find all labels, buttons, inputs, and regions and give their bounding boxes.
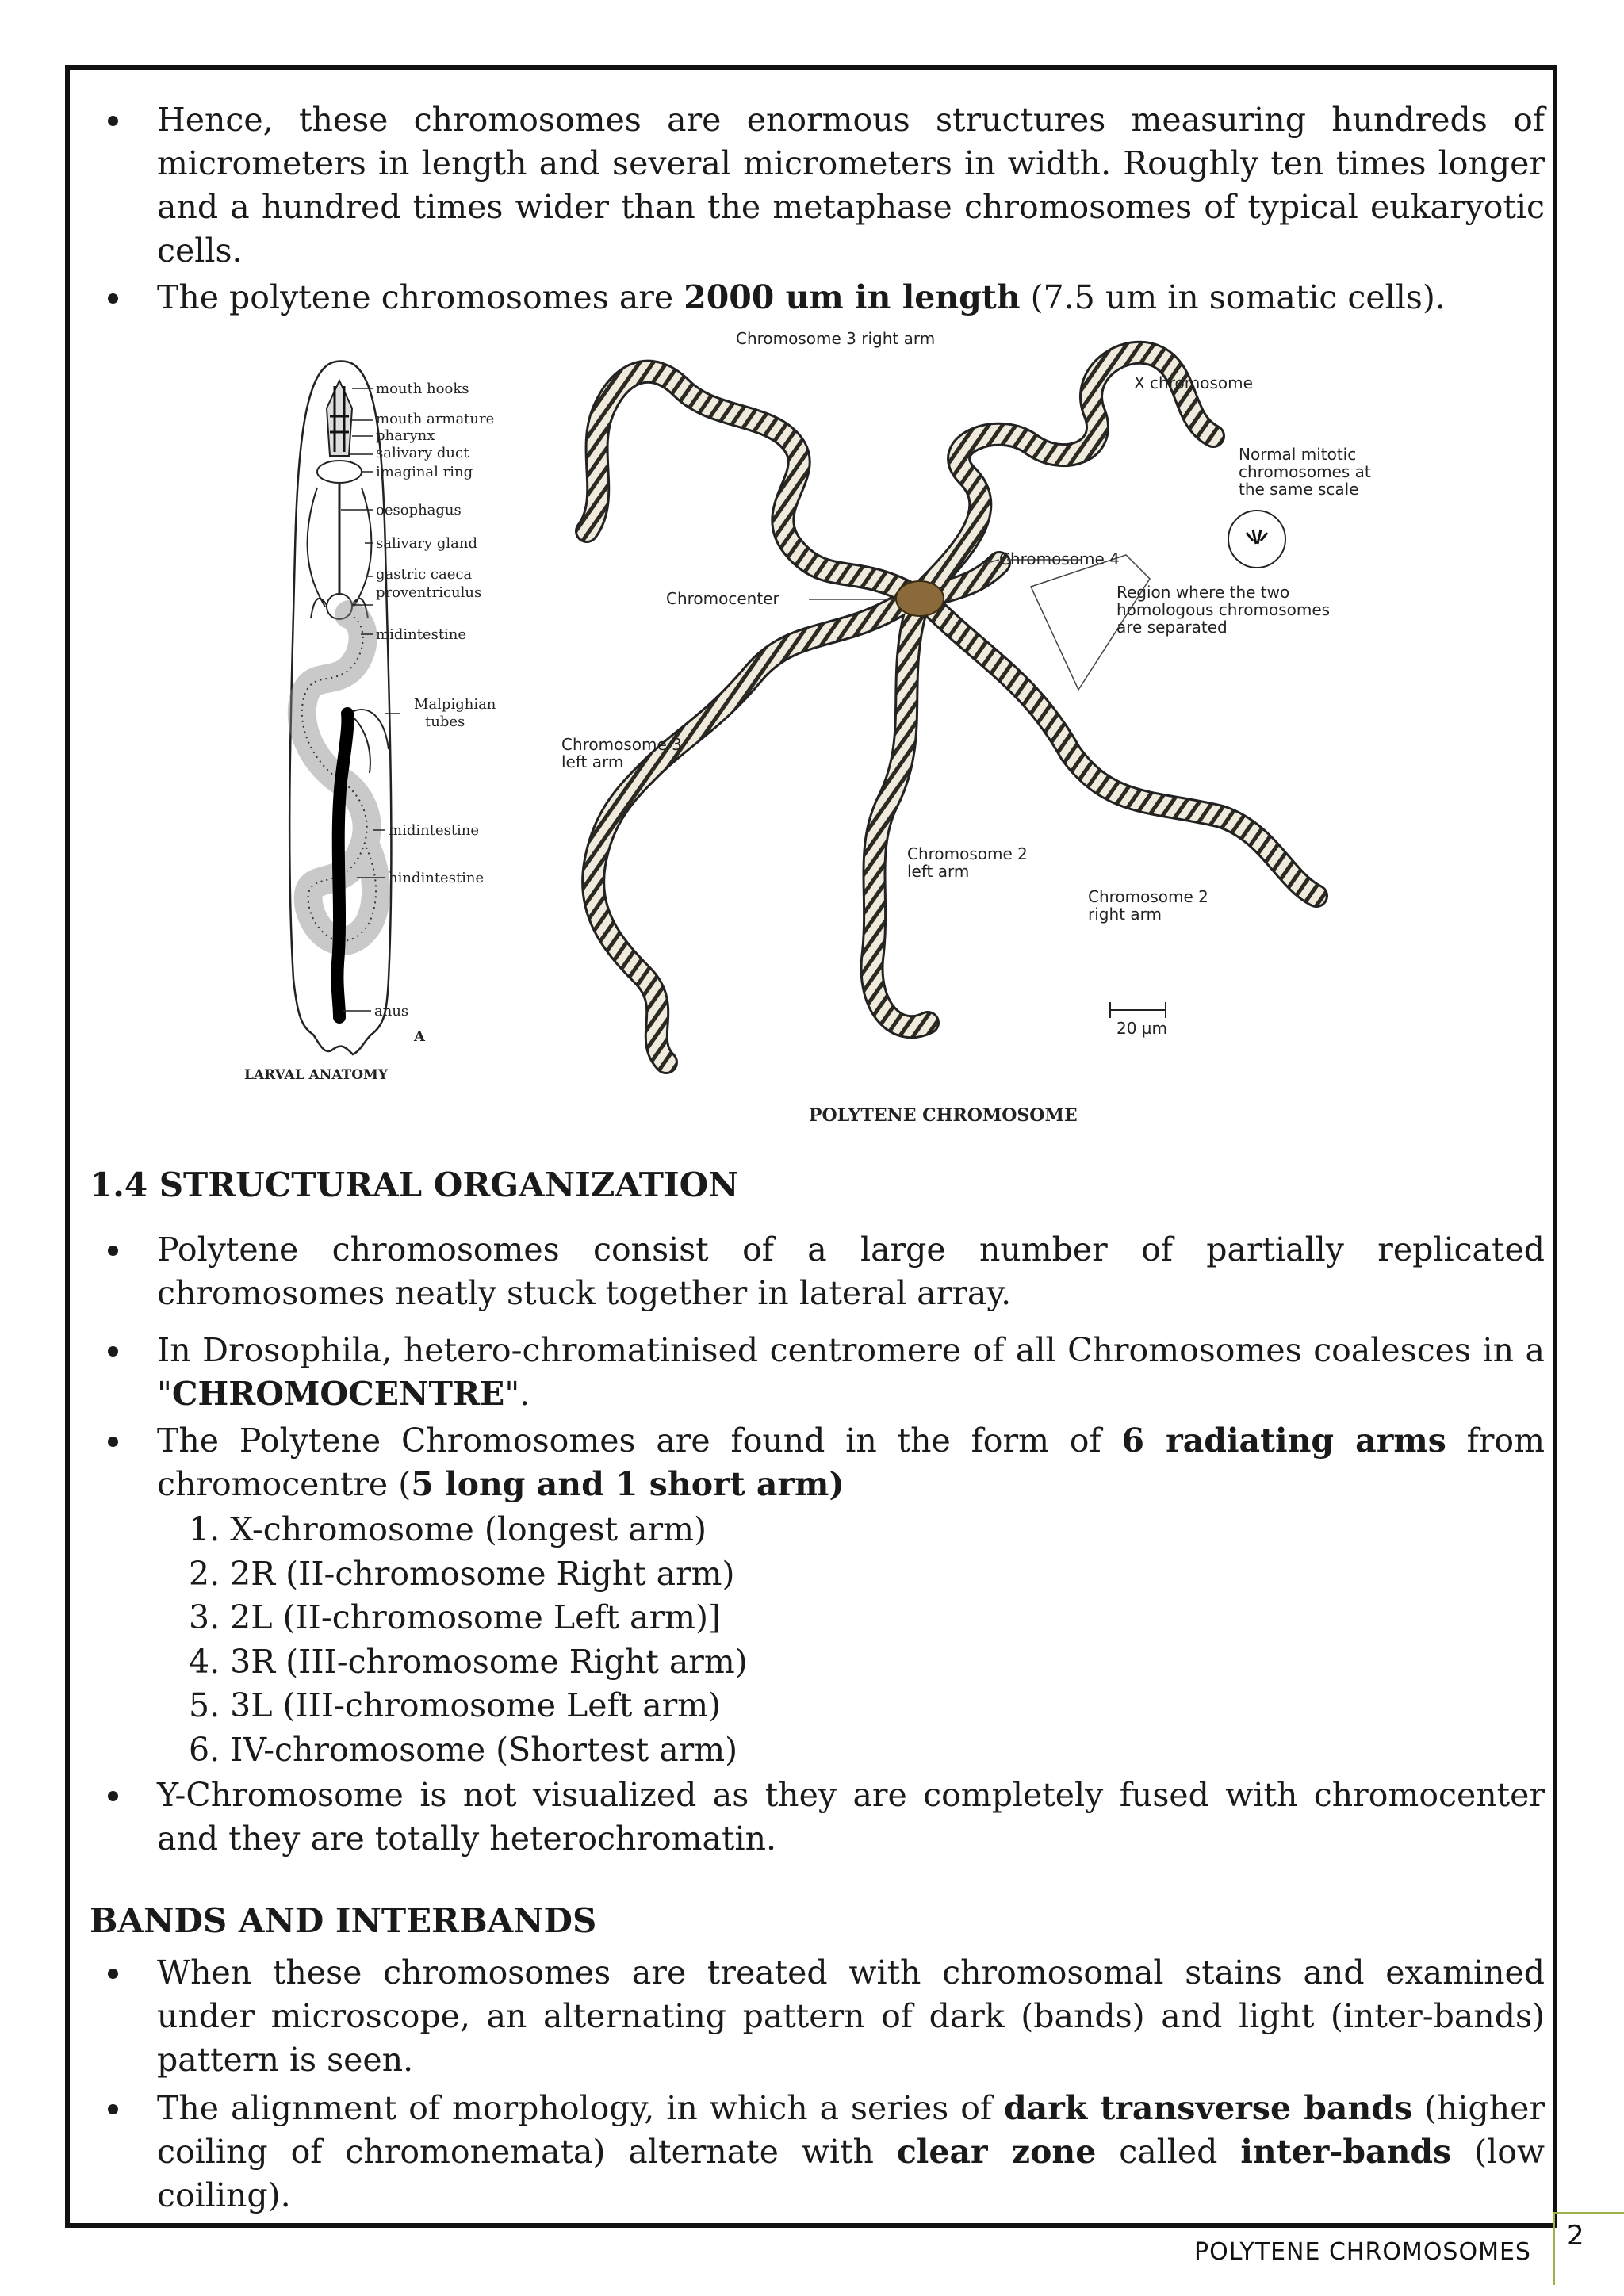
bullet-icon: [108, 293, 118, 304]
structural-bullet-3: The Polytene Chromosomes are found in the form of 6 radiating arms from chromocentre (5 long and 1 short arm): [92, 1419, 1545, 1506]
bullet-icon: [108, 1969, 118, 1979]
larva-panel-letter: A: [414, 1028, 425, 1045]
list-item: 4. 3R (III-chromosome Right arm): [189, 1642, 748, 1681]
footer-accent-horizontal: [1553, 2212, 1624, 2214]
polytene-chromosome-figure: [555, 325, 1451, 1134]
larva-label-oesophagus: oesophagus: [376, 502, 462, 519]
larva-label-midintestine-lower: midintestine: [389, 822, 480, 839]
section-heading-bands: BANDS AND INTERBANDS: [90, 1901, 597, 1940]
label-chr2-right-1: Chromosome 2: [1088, 887, 1208, 906]
label-chr2-left-1: Chromosome 2: [907, 844, 1028, 863]
larva-label-malpighian: Malpighian: [414, 696, 496, 713]
section-heading-structural: 1.4 STRUCTURAL ORGANIZATION: [90, 1165, 739, 1204]
label-x-chromosome: X chromosome: [1134, 373, 1253, 392]
list-item: 5. 3L (III-chromosome Left arm): [189, 1686, 722, 1724]
label-chromocenter: Chromocenter: [666, 589, 779, 608]
larva-caption: LARVAL ANATOMY: [244, 1067, 388, 1083]
larva-label-imaginal-ring: imaginal ring: [376, 464, 473, 480]
label-region-1: Region where the two: [1116, 583, 1290, 602]
label-chr3-left-2: left arm: [561, 752, 624, 771]
intro-bullet-1: [92, 98, 1545, 273]
bullet-icon: [108, 1346, 118, 1357]
bullet-icon: [108, 1791, 118, 1801]
larva-label-salivary-gland: salivary gland: [376, 535, 478, 552]
bands-bullet-2: The alignment of morphology, in which a series of dark transverse bands (higher coiling of chromonemata) alternate with clear zone called inter-bands (low coiling).: [92, 2087, 1545, 2218]
list-item: 6. IV-chromosome (Shortest arm): [189, 1730, 738, 1769]
larva-label-mouth-armature: mouth armature: [376, 411, 495, 427]
polytene-caption: POLYTENE CHROMOSOME: [809, 1105, 1078, 1126]
intro-bullet-2: The polytene chromosomes are 2000 um in length (7.5 um in somatic cells).: [92, 276, 1545, 320]
page-number: 2: [1567, 2220, 1584, 2252]
larva-label-pharynx: pharynx: [376, 427, 435, 444]
label-normal-mitotic-2: chromosomes at: [1239, 462, 1371, 481]
bands-bullet-1: When these chromosomes are treated with chromosomal stains and examined under microscope, an alternating pattern of dark (bands) and light (inter-bands) pattern is seen.: [92, 1951, 1545, 2082]
bullet-icon: [108, 116, 118, 126]
structural-bullet-2: In Drosophila, hetero-chromatinised centromere of all Chromosomes coalesces in a "CHROMOCENTRE".: [92, 1329, 1545, 1416]
larval-anatomy-figure: [230, 353, 531, 1094]
label-region-3: are separated: [1116, 618, 1228, 637]
list-item: 3. 2L (II-chromosome Left arm)]: [189, 1598, 721, 1636]
list-item: 1. X-chromosome (longest arm): [189, 1510, 707, 1548]
larva-label-gastric-caeca: gastric caeca: [376, 566, 473, 583]
larva-label-midintestine: midintestine: [376, 626, 467, 643]
intro-bullet-1-text: Hence, these chromosomes are enormous structures measuring hundreds of micrometers in length and several micrometers in width. Roughly ten times longer and a hundred times wider than the metaphase chromosomes of typical eukaryotic cells.: [157, 101, 1545, 270]
label-chr2-right-2: right arm: [1088, 905, 1162, 924]
bullet-icon: [108, 2104, 118, 2114]
larva-label-mouth-hooks: mouth hooks: [376, 381, 469, 397]
label-normal-mitotic-1: Normal mitotic: [1239, 445, 1357, 464]
chromosome-arm-list: [189, 1508, 748, 1772]
structural-bullet-1: Polytene chromosomes consist of a large number of partially replicated chromosomes neatly stuck together in lateral array.: [92, 1228, 1545, 1315]
label-scale-bar: 20 µm: [1116, 1019, 1168, 1038]
larva-label-salivary-duct: salivary duct: [376, 445, 469, 461]
running-title: POLYTENE CHROMOSOMES: [1194, 2238, 1531, 2266]
label-region-2: homologous chromosomes: [1116, 600, 1331, 619]
label-chr2-left-2: left arm: [907, 862, 970, 881]
larva-label-hindintestine: hindintestine: [389, 870, 485, 886]
structural-bullet-4: Y-Chromosome is not visualized as they are completely fused with chromocenter and they are totally heterochromatin.: [92, 1774, 1545, 1861]
bullet-icon: [108, 1437, 118, 1447]
bullet-icon: [108, 1246, 118, 1256]
larva-label-anus: anus: [374, 1003, 409, 1020]
label-chr3-right: Chromosome 3 right arm: [736, 329, 936, 348]
footer-accent-vertical: [1553, 2212, 1555, 2285]
label-chromosome-4: Chromosome 4: [999, 549, 1120, 568]
larva-label-proventriculus: proventriculus: [376, 584, 482, 601]
label-normal-mitotic-3: the same scale: [1239, 480, 1359, 499]
label-chr3-left-1: Chromosome 3: [561, 735, 682, 754]
list-item: 2. 2R (II-chromosome Right arm): [189, 1554, 735, 1593]
larva-label-tubes: tubes: [425, 714, 465, 730]
